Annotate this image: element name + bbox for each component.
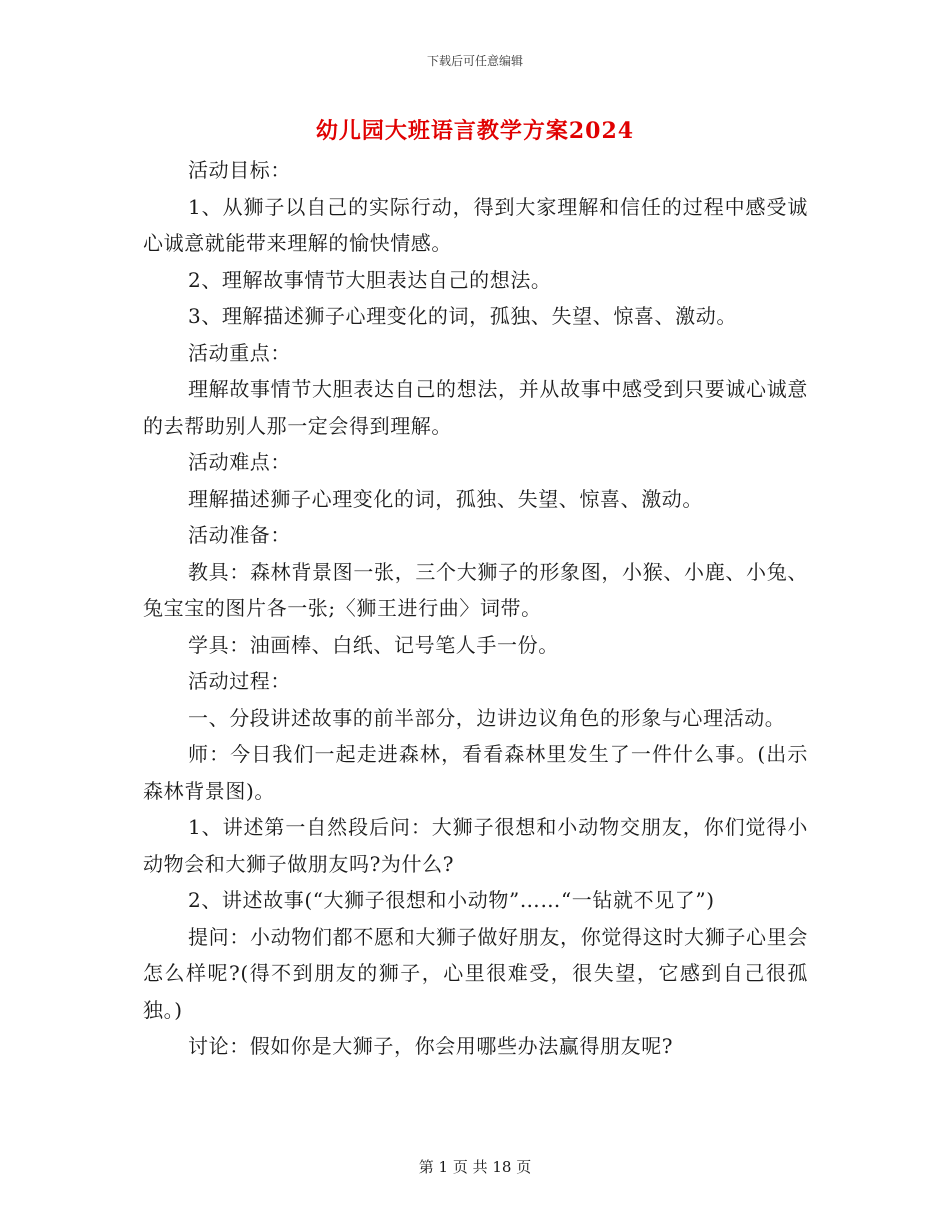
paragraph: 1、从狮子以自己的实际行动，得到大家理解和信任的过程中感受诚心诚意就能带来理解的愉快情感。 xyxy=(143,194,808,255)
paragraph: 2、讲述故事(“大狮子很想和小动物”……“一钻就不见了”) xyxy=(188,888,715,912)
document-body xyxy=(143,152,808,1065)
paragraph: 2、理解故事情节大胆表达自己的想法。 xyxy=(188,267,552,292)
paragraph: 活动目标： xyxy=(188,158,291,182)
paragraph: 活动重点： xyxy=(188,340,291,365)
paragraph: 理解故事情节大胆表达自己的想法，并从故事中感受到只要诚心诚意的去帮助别人那一定会得到理解。 xyxy=(143,377,808,438)
paragraph: 教具：森林背景图一张，三个大狮子的形象图，小猴、小鹿、小兔、兔宝宝的图片各一张;〈狮王进行曲〉词带。 xyxy=(143,559,808,620)
document-title: 幼儿园大班语言教学方案2024 xyxy=(315,118,635,144)
paragraph: 讨论：假如你是大狮子，你会用哪些办法赢得朋友呢? xyxy=(188,1034,674,1058)
paragraph: 活动过程： xyxy=(188,669,291,693)
paragraph: 活动准备： xyxy=(188,523,291,547)
paragraph: 理解描述狮子心理变化的词，孤独、失望、惊喜、激动。 xyxy=(188,486,703,511)
paragraph: 提问：小动物们都不愿和大狮子做好朋友，你觉得这时大狮子心里会怎么样呢?(得不到朋友的狮子，心里很难受，很失望，它感到自己很孤独。) xyxy=(143,924,808,1022)
page-footer: 第 1 页 共 18 页 xyxy=(418,1158,532,1176)
paragraph: 一、分段讲述故事的前半部分，边讲边议角色的形象与心理活动。 xyxy=(188,705,786,730)
paragraph: 3、理解描述狮子心理变化的词，孤独、失望、惊喜、激动。 xyxy=(188,304,737,328)
header-note: 下载后可任意编辑 xyxy=(426,54,523,68)
paragraph: 1、讲述第一自然段后问：大狮子很想和小动物交朋友，你们觉得小动物会和大狮子做朋友吗?为什么? xyxy=(143,815,808,876)
paragraph: 师：今日我们一起走进森林，看看森林里发生了一件什么事。(出示森林背景图)。 xyxy=(143,742,808,803)
paragraph: 活动难点： xyxy=(188,450,291,474)
paragraph: 学具：油画棒、白纸、记号笔人手一份。 xyxy=(188,632,559,657)
